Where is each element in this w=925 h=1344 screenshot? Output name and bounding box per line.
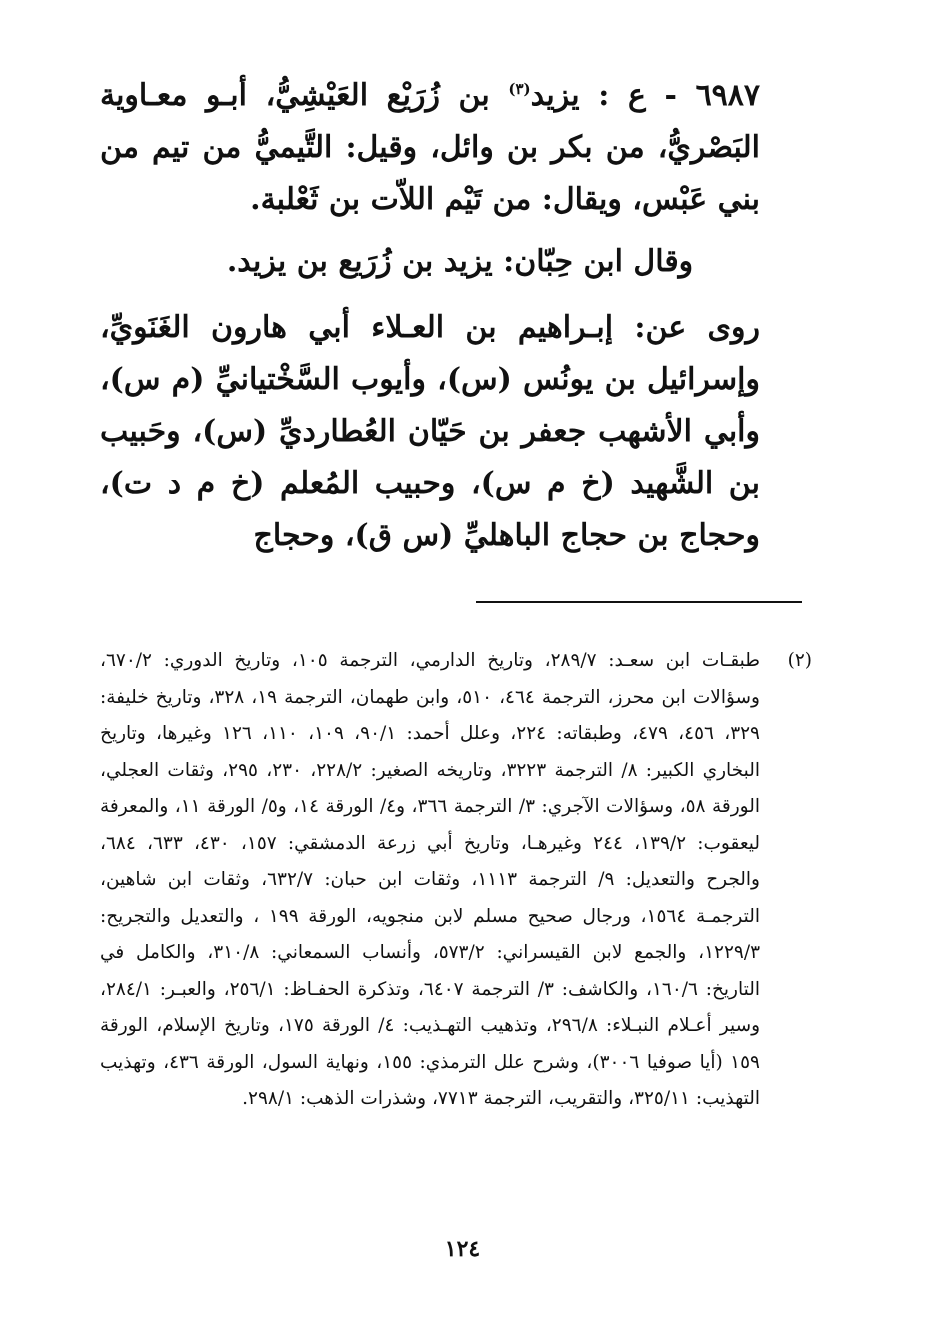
entry-opening-paragraph	[100, 70, 760, 226]
entry-number: ٦٩٨٧	[695, 78, 761, 113]
footnote-marker: (٣)	[508, 80, 531, 98]
narrators-paragraph: روى عن: إبـراهيم بن العـلاء أبي هارون الغَنَويِّ، وإسرائيل بن يونُس (س)، وأيوب السَّخْتيانيِّ (م س)، وأبي الأشهب جعفر بن حَيّان العُطارديِّ (س)، وحَبيب بن الشَّهيد (خ م س)، وحبيب المُعلم (خ م د ت)، وحجاج بن حجاج الباهليِّ (س ق)، وحجاج	[100, 310, 761, 553]
page-number: ١٢٤	[444, 1236, 481, 1262]
entry-symbol: - ع :	[598, 78, 677, 113]
footnote-separator	[476, 601, 802, 603]
ibn-hibban-paragraph: وقال ابن حِبّان: يزيد بن زُرَيع بن يزيد.	[226, 244, 694, 279]
biography-entry	[100, 70, 760, 562]
entry-name: يزيد	[530, 78, 580, 113]
footnotes	[100, 643, 812, 1118]
main-text-block	[100, 70, 760, 562]
footnote-text: طبقـات ابن سعـد: ٢٨٩/٧، وتاريخ الدارمي، الترجمة ١٠٥، وتاريخ الدوري: ٦٧٠/٢، وسؤالات ابن محرز، الترجمة ٤٦٤، ٥١٠، وابن طهمان، الترجمة ١٩، ٣٢٨، وتاريخ خليفة: ٣٢٩، ٤٥٦، ٤٧٩، وطبقاته: ٢٢٤، وعلل أحمد: ٩٠/١، ١٠٩، ١١٠، ١٢٦ وغيرها، وتاريخ البخاري الكبير: ٨/ الترجمة ٣٢٢٣، وتاريخه الصغير: ٢٢٨/٢، ٢٣٠، ٢٩٥، وثقات العجلي، الورقة ٥٨، وسؤالات الآجري: ٣/ الترجمة ٣٦٦، و٤/ الورقة ١٤، و٥/ الورقة ١١، والمعرفة ليعقوب: ١٣٩/٢، ٢٤٤ وغيرهـا، وتاريخ أبي زرعة الدمشقي: ١٥٧، ٤٣٠، ٦٣٣، ٦٨٤، والجرح والتعديل: ٩/ الترجمة ١١١٣، وثقات ابن حبان: ٦٣٢/٧، وثقات ابن شاهين، الترجمـة ١٥٦٤، ورجال صحيح مسلم لابن منجويه، الورقة ١٩٩ ، والتعديل والتجريح: ١٢٢٩/٣، والجمع لابن القيسراني: ٥٧٣/٢، وأنساب السمعاني: ٣١٠/٨، والكامل في التاريخ: ١٦٠/٦، والكاشف: ٣/ الترجمة ٦٤٠٧، وتذكرة الحفـاظ: ٢٥٦/١، والعبـر: ٢٨٤/١، وسير أعـلام النبـلاء: ٢٩٦/٨، وتذهيب التهـذيب: ٤/ الورقة ١٧٥، وتاريخ الإسلام، الورقة ١٥٩ (أيا صوفيا ٣٠٠٦)، وشرح علل الترمذي: ١٥٥، ونهاية السول، الورقة ٤٣٦، وتهذيب التهذيب: ٣٢٥/١١، والتقريب، الترجمة ٧٧١٣، وشذرات الذهب: ٢٩٨/١.	[100, 650, 761, 1109]
footnote-number: (٢)	[787, 650, 812, 671]
entry-lineage-text: بن زُرَيْع العَيْشِيُّ، أبـو معـاوية البَصْريُّ، من بكر بن وائل، وقيل: التَّيميُّ من تيم من بني عَبْس، ويقال: من تَيْم اللاّت بن ثَعْلبة.	[100, 78, 760, 217]
